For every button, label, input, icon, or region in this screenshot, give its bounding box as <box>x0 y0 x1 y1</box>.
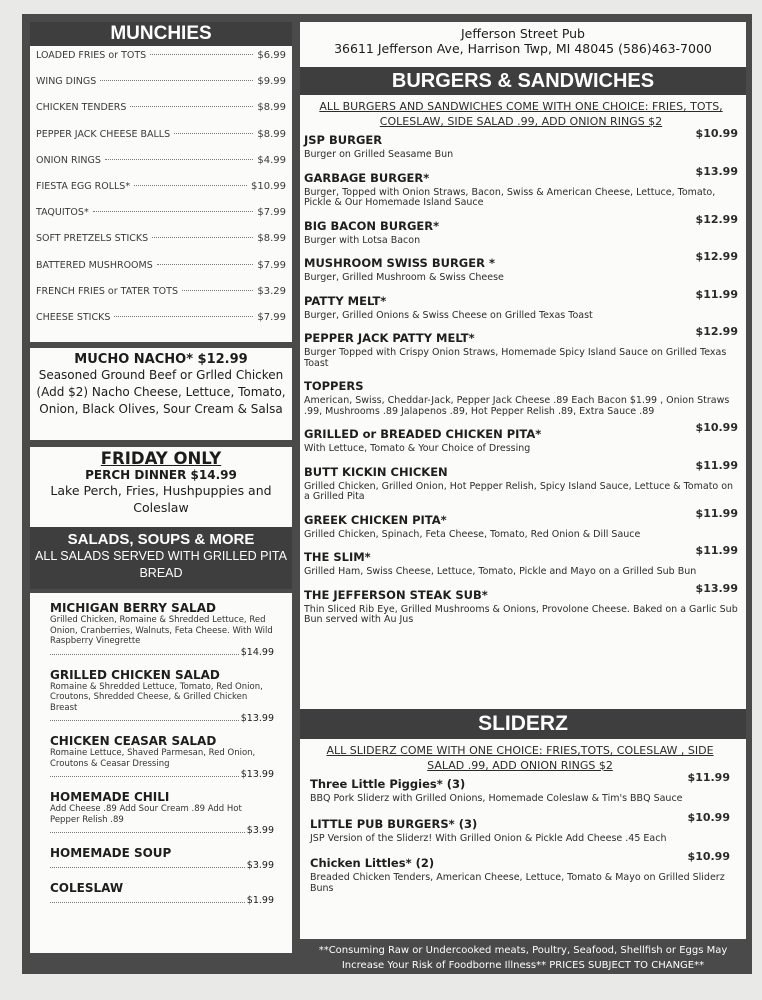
pub-name: Jefferson Street Pub <box>460 26 585 41</box>
left-column <box>30 22 292 953</box>
leader-dots <box>157 264 254 265</box>
munchies-item <box>36 233 286 259</box>
munchies-title: MUNCHIES <box>30 22 292 46</box>
salads-subtitle: ALL SALADS SERVED WITH GRILLED PITA BREAD <box>35 549 287 581</box>
item-description: Burger, Topped with Onion Straws, Bacon, Swiss & American Cheese, Lettuce, Tomato, Pickle & Our Homemade Island Sauce <box>304 186 716 208</box>
item-name: FIESTA EGG ROLLS* <box>36 180 131 192</box>
item-price: $8.99 <box>257 233 286 245</box>
munchies-item <box>36 260 286 286</box>
item-price: $8.99 <box>257 102 286 114</box>
item-name: GREEK CHICKEN PITA* <box>304 512 447 527</box>
sliderz-title: SLIDERZ <box>300 709 746 739</box>
item-description: JSP Version of the Sliderz! With Grilled Onion & Pickle Add Cheese .45 Each <box>310 832 667 844</box>
menu-item <box>304 325 738 369</box>
leader-dots <box>50 832 245 833</box>
salad-item <box>50 790 274 836</box>
salad-price: $3.99 <box>246 825 274 837</box>
leader-dots <box>182 290 253 291</box>
salad-item <box>50 846 274 871</box>
leader-dots <box>130 106 253 107</box>
slider-item <box>310 850 730 894</box>
munchies-item <box>36 50 286 76</box>
item-name: TOPPERS <box>304 379 364 393</box>
friday-title: FRIDAY ONLY <box>100 449 222 469</box>
item-price: $11.99 <box>687 771 730 784</box>
leader-dots <box>174 133 253 134</box>
salad-item <box>50 881 274 906</box>
item-description: American, Swiss, Cheddar-Jack, Pepper Jack Cheese .89 Each Bacon $1.99 , Onion Straws .99, Mushrooms .89 Jalapenos .89, Hot Pepper Relish .89, Extra Sauce .89 <box>304 395 730 417</box>
item-description: Breaded Chicken Tenders, American Cheese, Lettuce, Tomato & Mayo on Grilled Sliderz Buns <box>310 872 725 894</box>
item-price: $12.99 <box>695 250 738 263</box>
item-price: $10.99 <box>695 421 738 434</box>
menu-item <box>304 458 738 503</box>
item-description: Thin Sliced Rib Eye, Grilled Mushrooms & Onions, Provolone Cheese. Baked on a Garlic Sub Bun served with Au Jus <box>304 603 738 625</box>
item-name: BUTT KICKIN CHICKEN <box>304 464 448 479</box>
slider-item <box>310 771 730 805</box>
menu-item <box>304 287 738 322</box>
burgers-note: ALL BURGERS AND SANDWICHES COME WITH ONE CHOICE: FRIES, TOTS, COLESLAW, SIDE SALAD .99, ADD ONION RINGS $2 <box>319 100 723 128</box>
item-name: GARBAGE BURGER* <box>304 170 430 185</box>
friday-description: Lake Perch, Fries, Hushpuppies and Coleslaw <box>50 483 272 516</box>
sliderz-note: ALL SLIDERZ COME WITH ONE CHOICE: FRIES,TOTS, COLESLAW , SIDE SALAD .99, ADD ONION RINGS $2 <box>326 744 714 772</box>
item-price: $13.99 <box>695 581 738 595</box>
munchies-item <box>36 102 286 128</box>
mucho-nacho-box <box>30 348 292 440</box>
leader-dots <box>50 902 245 903</box>
item-name: PATTY MELT* <box>304 293 387 308</box>
salad-item <box>50 734 274 780</box>
item-name: FRENCH FRIES or TATER TOTS <box>36 285 178 297</box>
menu-item <box>304 421 738 455</box>
item-name: PEPPER JACK PATTY MELT* <box>304 331 475 345</box>
salad-price-line <box>50 895 274 906</box>
sliderz-list <box>300 739 746 939</box>
salad-name: HOMEMADE CHILI <box>50 790 170 805</box>
item-description: Grilled Chicken, Grilled Onion, Hot Pepper Relish, Spicy Island Sauce, Lettuce & Tomato on a Grilled Pita <box>304 480 734 502</box>
item-price: $3.29 <box>257 285 286 297</box>
item-price: $8.99 <box>257 128 286 140</box>
salad-item <box>50 601 274 658</box>
item-name: LITTLE PUB BURGERS* (3) <box>310 816 478 831</box>
item-description: With Lettuce, Tomato & Your Choice of Dressing <box>304 443 531 454</box>
salad-name: GRILLED CHICKEN SALAD <box>50 667 220 682</box>
salad-price: $13.99 <box>240 713 274 725</box>
munchies-item <box>36 76 286 102</box>
leader-dots <box>150 54 253 55</box>
item-name: PEPPER JACK CHEESE BALLS <box>36 128 171 140</box>
item-price: $10.99 <box>251 180 286 192</box>
item-name: CHEESE STICKS <box>36 311 111 323</box>
item-price: $4.99 <box>257 154 286 166</box>
salad-name: COLESLAW <box>50 881 124 896</box>
item-name: WING DINGS <box>36 76 97 88</box>
munchies-item <box>36 207 286 233</box>
menu-item <box>304 164 738 209</box>
item-price: $11.99 <box>695 458 738 472</box>
friday-subtitle: PERCH DINNER $14.99 <box>85 468 237 483</box>
burgers-title: BURGERS & SANDWICHES <box>300 67 746 95</box>
item-price: $12.99 <box>695 212 738 226</box>
munchies-item <box>36 155 286 181</box>
menu-page <box>22 14 752 974</box>
item-name: Three Little Piggies* (3) <box>310 777 466 791</box>
item-name: CHICKEN TENDERS <box>36 102 127 114</box>
menu-item <box>304 544 738 578</box>
salad-price-line <box>50 713 274 724</box>
right-column <box>300 22 746 973</box>
slider-item <box>310 810 730 845</box>
munchies-list <box>30 46 292 342</box>
item-price: $7.99 <box>257 259 286 271</box>
salad-name: HOMEMADE SOUP <box>50 846 172 861</box>
item-name: LOADED FRIES or TOTS <box>36 50 147 61</box>
salad-price: $1.99 <box>246 895 274 907</box>
salad-description: Romaine Lettuce, Shaved Parmesan, Red Onion, Croutons & Ceasar Dressing <box>50 748 256 769</box>
friday-special-box <box>30 447 292 527</box>
item-name: SOFT PRETZELS STICKS <box>36 233 149 245</box>
menu-item <box>304 250 738 284</box>
salad-price-line <box>50 647 274 658</box>
item-description: Burger, Grilled Onions & Swiss Cheese on Grilled Texas Toast <box>304 309 593 321</box>
munchies-item <box>36 181 286 207</box>
salads-list <box>30 593 292 953</box>
leader-dots <box>100 80 253 81</box>
salad-price-line <box>50 769 274 780</box>
item-price: $13.99 <box>695 164 738 178</box>
item-name: JSP BURGER <box>304 133 383 147</box>
item-name: GRILLED or BREADED CHICKEN PITA* <box>304 427 542 441</box>
item-name: TAQUITOS* <box>36 207 89 219</box>
item-description: Burger, Grilled Mushroom & Swiss Cheese <box>304 272 504 283</box>
item-name: BIG BACON BURGER* <box>304 218 440 233</box>
salad-price: $3.99 <box>246 860 274 872</box>
item-name: THE JEFFERSON STEAK SUB* <box>304 587 488 602</box>
menu-item <box>304 581 738 626</box>
munchies-item <box>36 286 286 312</box>
menu-item <box>304 212 738 247</box>
leader-dots <box>50 776 239 777</box>
item-price: $11.99 <box>695 287 738 301</box>
item-description: Burger on Grilled Seasame Bun <box>304 149 454 160</box>
salad-name: CHICKEN CEASAR SALAD <box>50 734 217 749</box>
leader-dots <box>50 720 239 721</box>
item-name: BATTERED MUSHROOMS <box>36 259 153 271</box>
item-price: $7.99 <box>257 207 286 219</box>
item-price: $7.99 <box>257 311 286 323</box>
menu-item <box>304 506 738 541</box>
item-name: THE SLIM* <box>304 550 371 564</box>
salad-price: $14.99 <box>240 646 274 658</box>
leader-dots <box>105 159 253 160</box>
item-price: $6.99 <box>257 50 286 61</box>
item-price: $10.99 <box>687 810 730 824</box>
leader-dots <box>152 237 253 238</box>
leader-dots <box>50 654 239 655</box>
salad-price-line <box>50 825 274 836</box>
salad-description: Add Cheese .89 Add Sour Cream .89 Add Hot Pepper Relish .89 <box>50 804 242 825</box>
item-price: $12.99 <box>695 325 738 338</box>
salad-price-line <box>50 860 274 871</box>
item-price: $11.99 <box>695 544 738 557</box>
item-description: BBQ Pork Sliderz with Grilled Onions, Homemade Coleslaw & Tim's BBQ Sauce <box>310 793 683 804</box>
disclaimer: **Consuming Raw or Undercooked meats, Poultry, Seafood, Shellfish or Eggs May Increase Your Risk of Foodborne Illness** PRICES SUBJECT TO CHANGE** <box>318 945 728 971</box>
item-description: Burger with Lotsa Bacon <box>304 234 421 246</box>
item-price: $10.99 <box>687 850 730 863</box>
munchies-item <box>36 129 286 155</box>
salad-description: Grilled Chicken, Romaine & Shredded Lettuce, Red Onion, Cranberries, Walnuts, Feta Cheese. With Wild Raspberry Vinegrette <box>50 615 273 647</box>
salad-item <box>50 668 274 725</box>
burgers-list <box>300 95 746 709</box>
leader-dots <box>50 867 245 868</box>
item-description: Burger Topped with Crispy Onion Straws, Homemade Spicy Island Sauce on Grilled Texas Toast <box>304 347 727 369</box>
item-name: MUSHROOM SWISS BURGER * <box>304 256 495 270</box>
leader-dots <box>93 211 254 212</box>
salads-title: SALADS, SOUPS & MORE <box>67 531 255 549</box>
salad-name: MICHIGAN BERRY SALAD <box>50 601 216 616</box>
leader-dots <box>134 185 247 186</box>
item-name: ONION RINGS <box>36 154 101 166</box>
item-name: Chicken Littles* (2) <box>310 856 435 870</box>
salad-price: $13.99 <box>240 769 274 781</box>
nacho-title: MUCHO NACHO* $12.99 <box>74 352 248 368</box>
item-price: $9.99 <box>257 76 286 88</box>
salad-description: Romaine & Shredded Lettuce, Tomato, Red Onion, Croutons, Shredded Cheese, & Grilled Chicken Breast <box>50 681 263 713</box>
toppers-item <box>304 379 738 417</box>
item-price: $11.99 <box>695 506 738 520</box>
pub-address: 36611 Jefferson Ave, Harrison Twp, MI 48045 (586)463-7000 <box>334 41 712 56</box>
leader-dots <box>114 316 253 317</box>
pub-info-box <box>300 22 746 67</box>
item-price: $10.99 <box>695 127 738 140</box>
nacho-description: Seasoned Ground Beef or Grlled Chicken (Add $2) Nacho Cheese, Lettuce, Tomato, Onion, Black Olives, Sour Cream & Salsa <box>36 368 286 417</box>
item-description: Grilled Ham, Swiss Cheese, Lettuce, Tomato, Pickle and Mayo on a Grilled Sub Bun <box>304 566 697 577</box>
salads-header <box>30 527 292 589</box>
menu-item <box>304 127 738 161</box>
munchies-item <box>36 312 286 338</box>
item-description: Grilled Chicken, Spinach, Feta Cheese, Tomato, Red Onion & Dill Sauce <box>304 528 641 540</box>
